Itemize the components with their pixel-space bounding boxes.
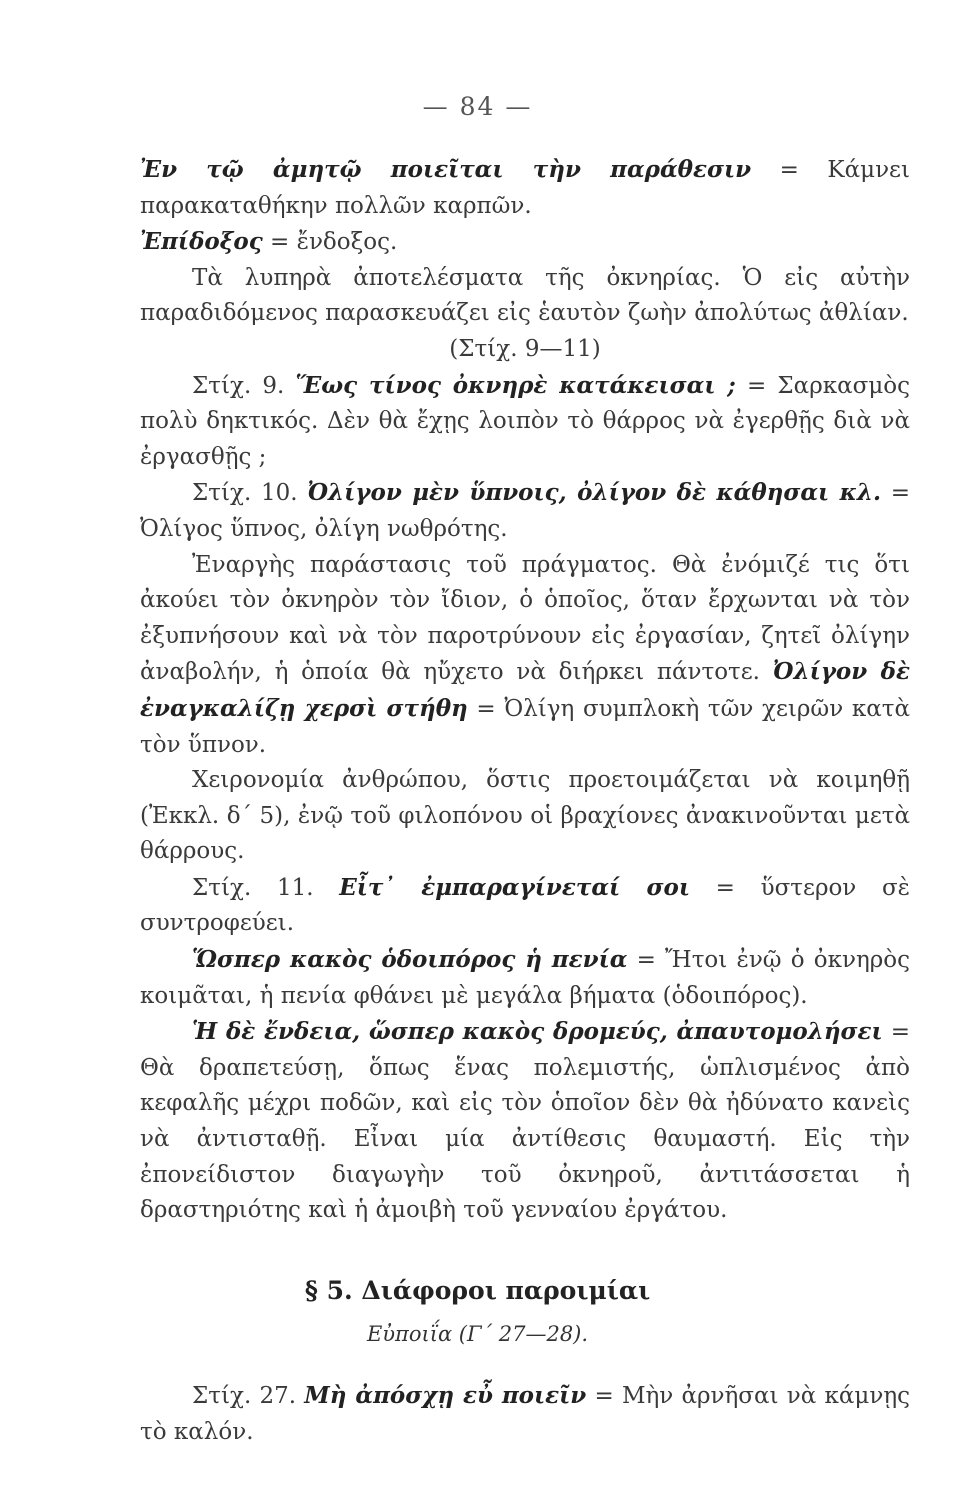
verse-label: Στίχ. 11. bbox=[192, 874, 340, 901]
paragraph bbox=[140, 548, 910, 764]
paragraph bbox=[140, 763, 910, 870]
paragraph-text: Χειρονομία ἀνθρώπου, ὅστις προετοιμάζεται νὰ κοιμηθῇ (Ἐκκλ. δ΄ 5), ἐνῷ τοῦ φιλοπόνου οἱ βραχίονες ἀνακινοῦνται μετὰ θάρρους. bbox=[140, 767, 910, 865]
section-heading: § 5. Διάφοροι παροιμίαι bbox=[304, 1276, 651, 1305]
paragraph bbox=[140, 1014, 910, 1229]
bold-phrase: Ἕως τίνος ὀκνηρὲ κατάκεισαι ; bbox=[295, 371, 736, 399]
paragraph-text: = Κάμνει παρακαταθήκην πολλῶν καρπῶν. bbox=[140, 157, 910, 219]
paragraph bbox=[140, 224, 910, 261]
paragraph-text: = Ἤτοι ἐνῷ ὁ ὀκνηρὸς κοιμᾶται, ἡ πενία φθάνει μὲ μεγάλα βήματα (ὁδοιπόρος). bbox=[140, 947, 910, 1009]
paragraph-text: Ἐναργὴς παράστασις τοῦ πράγματος. Θὰ ἐνόμιζέ τις ὅτι ἀκούει τὸν ὀκνηρὸν τὸν ἴδιον, ὁ ὁποῖος, ὅταν ἔρχωνται νὰ τὸν ἐξυπνήσουν καὶ νὰ τὸν παροτρύνουν εἰς ἐργασίαν, ζητεῖ ὀλίγην ἀναβολήν, ἡ ὁποία θὰ ηὔχετο νὰ διήρκει πάντοτε. bbox=[140, 551, 910, 686]
paragraph-text: = Ὀλίγη συμπλοκὴ τῶν χειρῶν κατὰ τὸν ὕπνον. bbox=[140, 695, 910, 758]
bold-phrase: Ὀλίγον μὲν ὕπνοις, ὀλίγον δὲ κάθησαι κλ. bbox=[307, 479, 881, 507]
paragraph-text: = ἔνδοξος. bbox=[262, 229, 398, 256]
paragraph-text: = Μὴν ἀρνῆσαι νὰ κάμνῃς τὸ καλόν. bbox=[140, 1383, 911, 1445]
section-subheading: Εὐποιΐα (Γ΄ 27—28). bbox=[366, 1322, 589, 1346]
bold-phrase: Μὴ ἀπόσχῃ εὖ ποιεῖν bbox=[304, 1382, 587, 1409]
verse-label: Στίχ. 10. bbox=[192, 480, 308, 507]
verse-label: Στίχ. 27. bbox=[192, 1383, 305, 1409]
paragraph bbox=[140, 475, 910, 547]
paragraph-text: = ὕστερον σὲ συντροφεύει. bbox=[140, 874, 911, 937]
paragraph bbox=[140, 942, 910, 1014]
paragraph bbox=[140, 1378, 910, 1450]
bold-phrase: Ἐν τῷ ἀμητῷ ποιεῖται τὴν παράθεσιν bbox=[140, 156, 752, 183]
paragraph-text: (Στίχ. 9—11) bbox=[449, 335, 601, 362]
paragraph-text: = Θὰ δραπετεύσῃ, ὅπως ἕνας πολεμιστής, ὡπλισμένος ἀπὸ κεφαλῆς μέχρι ποδῶν, καὶ εἰς τὸν ὁποῖον δὲν θὰ ἠδύνατο κανεὶς νὰ ἀντισταθῇ. Εἶναι μία ἀντίθεσις θαυμαστή. Εἰς τὴν ἐπονείδιστον διαγωγὴν τοῦ ὀκνηροῦ, ἀντιτάσσεται ἡ δραστηριότης καὶ ἡ ἀμοιβὴ τοῦ γενναίου ἐργάτου. bbox=[140, 1019, 910, 1224]
paragraph bbox=[140, 152, 910, 224]
paragraph bbox=[140, 261, 910, 332]
page-number: — 84 — bbox=[422, 92, 533, 121]
paragraph bbox=[140, 368, 910, 476]
verse-label: Στίχ. 9. bbox=[192, 372, 296, 399]
verse-range bbox=[140, 332, 910, 368]
bold-phrase: Ὀλίγον δὲ ἐναγκαλίζῃ χερσὶ στήθη bbox=[140, 658, 910, 722]
paragraph-text: = Σαρκασμὸς πολὺ δηκτικός. Δὲν θὰ ἔχῃς λοιπὸν τὸ θάρρος νὰ ἐγερθῇς διὰ νὰ ἐργασθῇς ; bbox=[140, 372, 911, 470]
bold-phrase: Ἐπίδοξος bbox=[140, 228, 263, 256]
body-text bbox=[140, 152, 910, 1229]
paragraph bbox=[140, 870, 910, 942]
bold-phrase: Εἶτ᾿ ἐμπαραγίνεταί σοι bbox=[339, 873, 690, 901]
bold-phrase: Ὥσπερ κακὸς ὁδοιπόρος ἡ πενία bbox=[192, 946, 628, 974]
bold-phrase: Ἡ δὲ ἔνδεια, ὥσπερ κακὸς δρομεύς, ἀπαυτομολήσει bbox=[192, 1018, 883, 1046]
paragraph-text: = Ὀλίγος ὕπνος, ὀλίγη νωθρότης. bbox=[140, 480, 910, 542]
paragraph-text: Τὰ λυπηρὰ ἀποτελέσματα τῆς ὀκνηρίας. Ὁ εἰς αὐτὴν παραδιδόμενος παρασκευάζει εἰς ἑαυτὸν ζωὴν ἀπολύτως ἀθλίαν. bbox=[140, 264, 910, 327]
section-body bbox=[140, 1378, 910, 1450]
